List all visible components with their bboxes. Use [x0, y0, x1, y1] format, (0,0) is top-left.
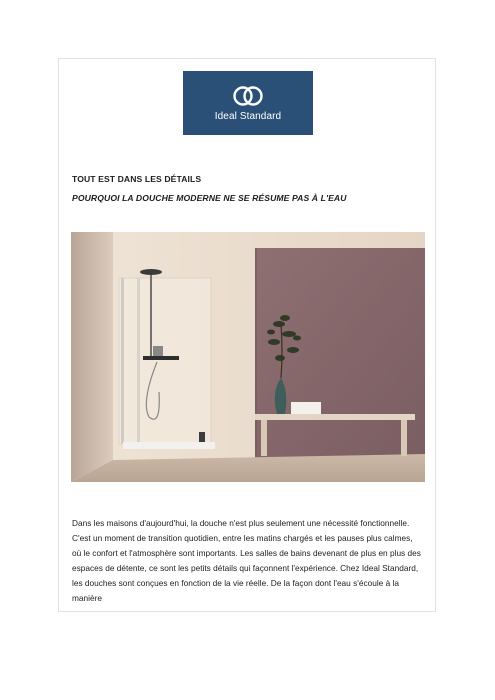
shower-photo [71, 232, 425, 482]
brand-logo[interactable] [183, 71, 313, 135]
article-subheading: POURQUOI LA DOUCHE MODERNE NE SE RÉSUME PAS À L'EAU [72, 193, 347, 203]
rings-logo-icon [230, 85, 266, 107]
article-heading: TOUT EST DANS LES DÉTAILS [72, 174, 202, 184]
brand-name: Ideal Standard [214, 110, 282, 122]
bathroom-illustration [71, 232, 425, 482]
email-card [58, 58, 436, 612]
article-paragraph: Dans les maisons d'aujourd'hui, la douche n'est plus seulement une nécessité fonctionnelle. C'est un moment de transition quotidien, entre les matins chargés et les pauses plus calmes, où le confort et l'atmosphère sont importants. Les salles de bains devenant de plus en plus des espaces de détente, ce sont les petits détails qui façonnent l'expérience. Chez Ideal Standard, les douches sont conçues en fonction de la vie réelle. De la façon dont l'eau s'écoule à la manière [72, 518, 421, 604]
